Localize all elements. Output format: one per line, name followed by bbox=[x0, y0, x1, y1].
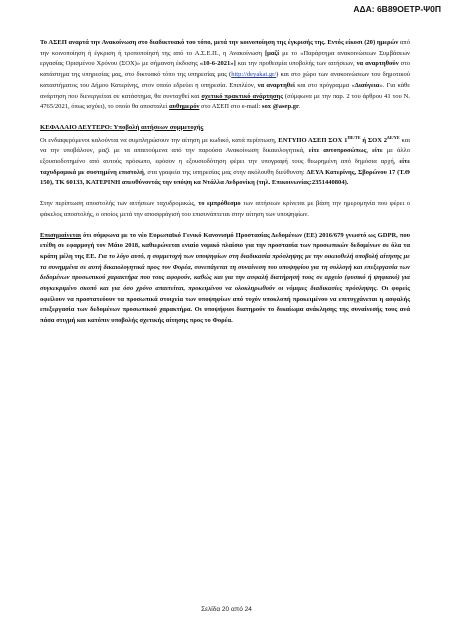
text-span: ότι σύμφωνα με το νέο Ευρωπαϊκό Γενικό Κανονισμό Προστασίας Δεδομένων (ΕΕ) 2016/679 γνωστό ως GDPR, που ετέθη σε εφαρμογή τον Μάιο 2018, καθιερώνεται ενιαίο νομικό πλαίσιο για την προστασία των προσωπικών δεδομένων σε όλα τα κράτη μέλη της ΕΕ. bbox=[40, 231, 410, 260]
text-span: αυθημερόν bbox=[169, 103, 200, 111]
text-span: με το «Παράρτημα ανακοινώσεων Συμβάσεων εργασίας Ορισμένου Χρόνου (ΣΟΧ)» με σήμανση έκδοσης bbox=[40, 49, 410, 68]
application-submission-paragraph bbox=[40, 136, 410, 190]
text-span: να αναρτηθούν bbox=[356, 60, 399, 68]
text-span: των αιτήσεων κρίνεται με βάση την ημερομηνία που φέρει ο φάκελος αποστολής, ο οποίος μετά την αποσφράγισή του επισυνάπτεται στην αίτηση των υποψηφίων. bbox=[40, 200, 410, 218]
text-span: και στο πρόγραμμα « bbox=[295, 81, 355, 89]
document-body bbox=[40, 38, 410, 327]
text-span: [μαζί bbox=[264, 49, 280, 57]
text-span: σχετικό πρακτικό ανάρτησης bbox=[201, 92, 283, 100]
text-span: είτε bbox=[372, 147, 383, 155]
superscript: ΠΕ/ΤΕ bbox=[347, 134, 361, 140]
text-span: είτε αυτοπροσώπως bbox=[308, 147, 367, 155]
text-span: «10-6-2021»] bbox=[199, 60, 236, 68]
text-span: , bbox=[366, 147, 373, 155]
postal-submission-paragraph bbox=[40, 199, 410, 220]
text-span: και να την υποβάλουν, μαζί με τα απαιτούμενα από την παρούσα Ανακοίνωση δικαιολογητικά, bbox=[40, 136, 410, 155]
text-span: ή ΣΟΧ 2 bbox=[360, 136, 388, 144]
publication-paragraph bbox=[40, 38, 410, 113]
text-span: , στα γραφεία της υπηρεσίας μας στην ακόλουθη διεύθυνση: bbox=[143, 168, 307, 176]
text-span: Για το λόγο αυτό, η συμμετοχή των υποψηφίων στη διαδικασία πρόσληψης με την οικειοθελή υποβολή αίτησης με τα συνημμένα σε αυτή δικαιολογητικά προς τον Φορέα, συνεπάγεται τη συναίνεση του υποψηφίου για τη συλλογή και επεξεργασία των δεδομένων προσωπικού χαρακτήρα που τους αφορούν, καθώς και για την ασφαλή διατήρησή τους σε αρχείο (φυσικό ή ψηφιακό) για συγκεκριμένο σκοπό και για όσο χρόνο απαιτείται, προκειμένου να ολοκληρωθούν οι νόμιμες διαδικασίες πρόσληψης. bbox=[40, 252, 410, 293]
text-span: με άλλο εξουσιοδοτημένο από αυτούς πρόσωπο, εφόσον η εξουσιοδότηση φέρει την υπογραφή τους θεωρημένη από δημόσια αρχή, bbox=[40, 147, 410, 166]
superscript: ΔΕ/ΥΕ bbox=[387, 134, 400, 140]
deyakat-link[interactable]: http://deyakat.gr/ bbox=[231, 71, 277, 79]
address-text: ΔΕΥΑ Κατερίνης, Σβορώνου 17 (Τ.Θ 150), ΤΚ 60133, ΚΑΤΕΡΙΝΗ απευθύνοντάς την υπόψη κα Ντάλλα Ανδρονίκη (τηλ. Επικοινωνίας:2351440804). bbox=[40, 168, 410, 187]
text-span: ) και στο χώρο των ανακοινώσεων του δημοτικού καταστήματος του Δήμου Κατερίνης, στον οποίο εδρεύει η υπηρεσία. Επιπλέον, bbox=[40, 71, 410, 89]
text-span: στο κατάστημα της υπηρεσίας μας, στο δικτυακό τόπο της υπηρεσίας μας ( bbox=[40, 60, 411, 79]
text-span: Επισημαίνεται bbox=[40, 231, 82, 239]
ada-code: ΑΔΑ: 6Β89ΟΕΤΡ-Ψ0Π bbox=[353, 4, 441, 14]
gdpr-paragraph bbox=[40, 231, 410, 327]
text-span: να αναρτηθεί bbox=[257, 81, 296, 89]
text-span: (σύμφωνα με την παρ. 2 του άρθρου 41 του Ν. 4765/2021, όπως ισχύει), το οποίο θα αποσταλεί bbox=[40, 92, 410, 111]
email-text: sox @asep.gr bbox=[261, 103, 299, 111]
text-span: από την κοινοποίηση ή έγκριση ή τροποποίησή της από το Α.Σ.Ε.Π., η Ανακοίνωση bbox=[40, 39, 410, 57]
text-span: Οι ενδιαφερόμενοι καλούνται να συμπληρώσουν την αίτηση με κωδικό, κατά περίπτωση, bbox=[40, 136, 279, 144]
text-span: Οι φορείς οφείλουν να προστατεύουν τα προσωπικά στοιχεία των υποψηφίων από τυχόν υποκλοπή προκειμένου να επιτυγχάνεται η ασφαλής επεξεργασία των δεδομένων προσωπικού χαρακτήρα. Οι υποψήφιοι διατηρούν το δικαίωμα ανάκλησης της συναίνεσής τους ανά πάσα στιγμή και κατόπιν υποβολής σχετικής αίτησης προς το Φορέα. bbox=[40, 285, 410, 325]
text-span: το εμπρόθεσμο bbox=[198, 200, 241, 208]
text-span: στο ΑΣΕΠ στο e-mail: bbox=[199, 103, 262, 111]
text-span: ». Για κάθε ανάρτηση που διενεργείται σε κατάστημα, θα συνταχθεί και bbox=[40, 81, 411, 100]
text-span: ΕΝΤΥΠΟ ΑΣΕΠ ΣΟΧ 1 bbox=[278, 136, 348, 144]
text-span: είτε ταχυδρομικά με συστημένη επιστολή bbox=[40, 158, 410, 176]
text-span: Εντός είκοσι (20) ημερών bbox=[325, 39, 399, 46]
text-span: και την προθεσμία υποβολής των αιτήσεων, bbox=[235, 60, 357, 68]
text-span: . bbox=[298, 103, 301, 111]
text-span: Το ΑΣΕΠ αναρτά την Ανακοίνωση στο διαδικτυακό του τόπο, μετά την κοινοποίηση της έγκρισής της. bbox=[40, 39, 326, 46]
text-span: Στην περίπτωση αποστολής των αιτήσεων ταχυδρομικώς, bbox=[40, 200, 199, 208]
text-span: Διαύγεια bbox=[354, 81, 380, 89]
page-number: Σελίδα 20 από 24 bbox=[201, 606, 252, 613]
section-heading: ΚΕΦΑΛΑΙΟ ΔΕΥΤΕΡΟ: Υποβολή αιτήσεων συμμετοχής bbox=[40, 123, 204, 131]
